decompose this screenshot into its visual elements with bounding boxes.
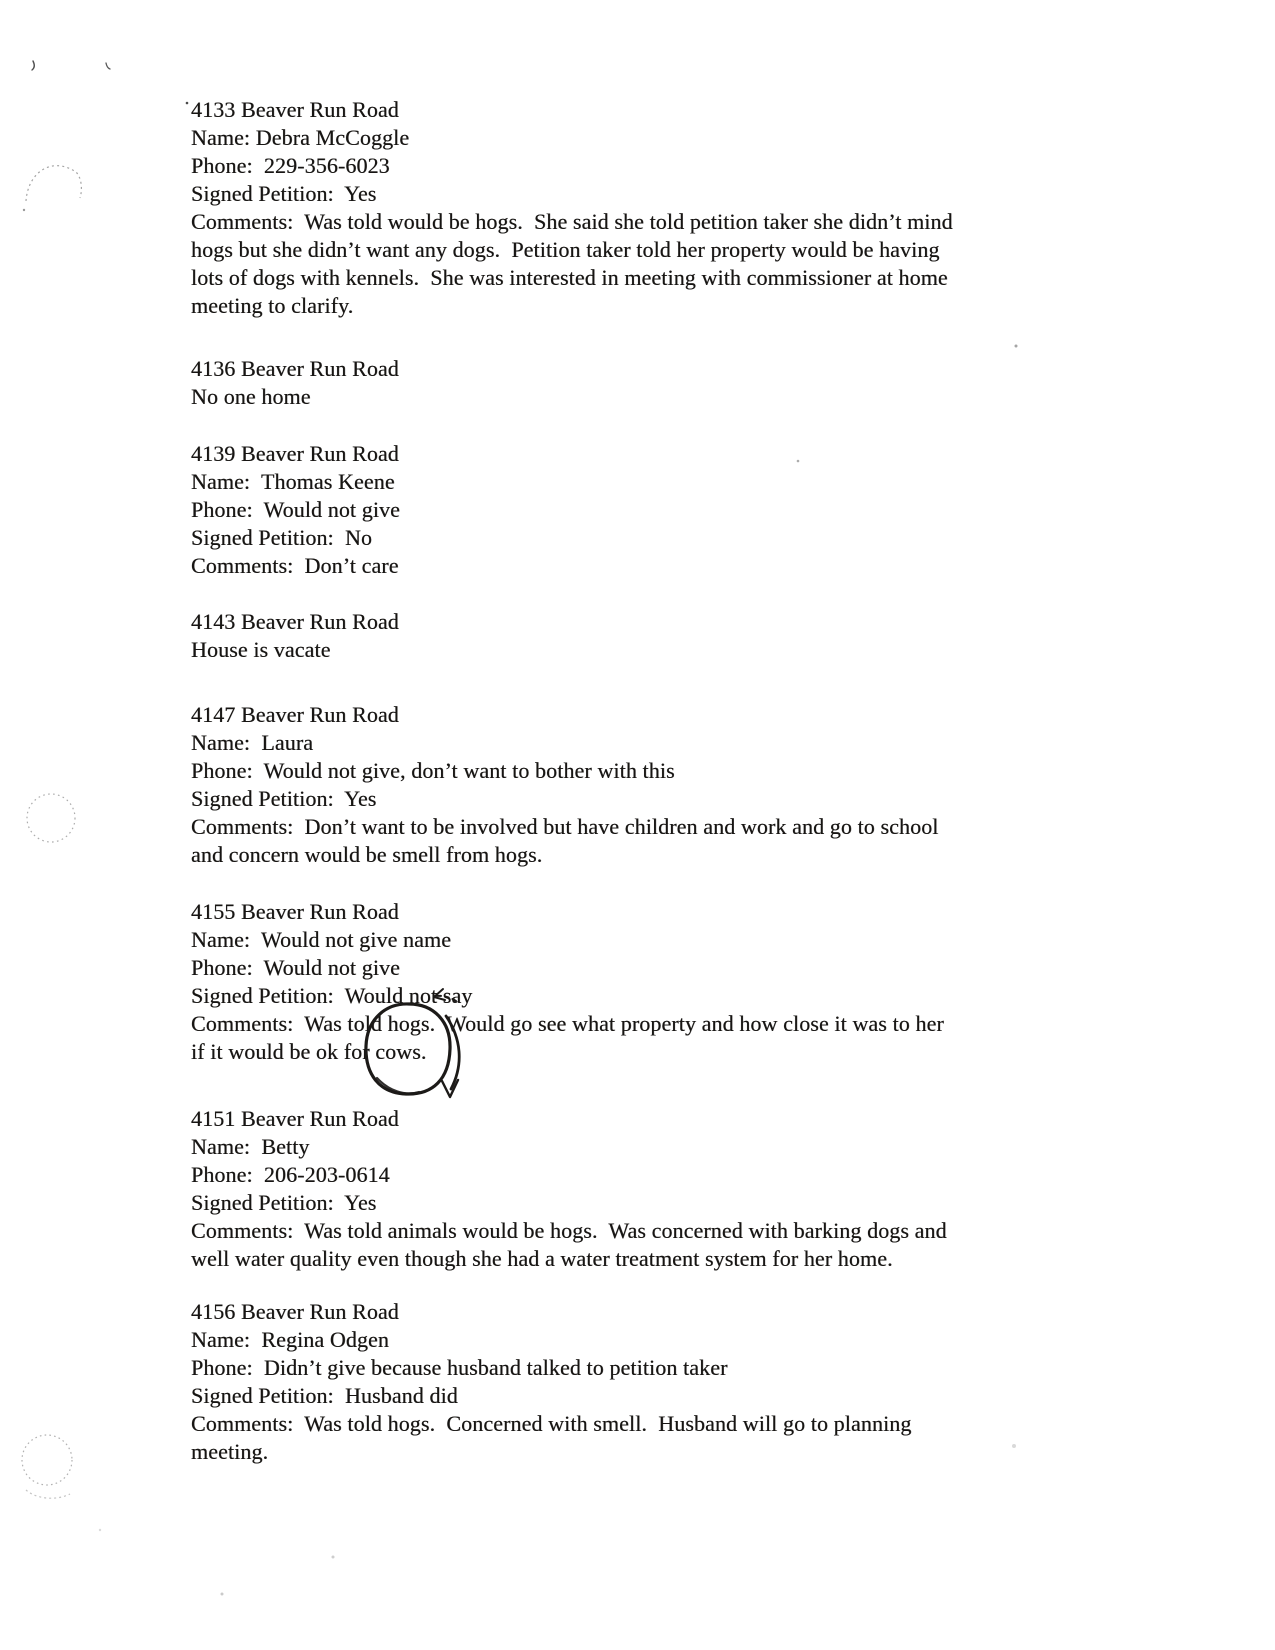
entry-line: Comments: Don’t care [191,553,399,578]
entry-line: Name: Betty [191,1134,310,1159]
entry-line: Signed Petition: Yes [191,181,377,206]
petition-entry [191,701,939,869]
entry-line: Name: Regina Odgen [191,1327,390,1352]
entry-line: Phone: 206-203-0614 [191,1162,390,1187]
speck [1012,1444,1016,1448]
entry-line: Signed Petition: Would not say [191,983,473,1008]
speck [23,209,25,211]
entry-address: 4156 Beaver Run Road [191,1299,399,1324]
entry-line: hogs but she didn’t want any dogs. Petition taker told her property would be having [191,237,940,262]
petition-entry [191,898,944,1066]
entry-line: Phone: 229-356-6023 [191,153,390,178]
entry-line: Comments: Was told animals would be hogs. Was concerned with barking dogs and [191,1218,947,1243]
entry-address: 4151 Beaver Run Road [191,1106,399,1131]
petition-entry [191,96,953,320]
entry-address: 4136 Beaver Run Road [191,356,399,381]
petition-entry [191,440,400,580]
entry-line: No one home [191,384,311,409]
ink-dot [186,102,189,105]
speck [1015,345,1018,348]
entry-line: Signed Petition: Yes [191,1190,377,1215]
entry-line: and concern would be smell from hogs. [191,842,543,867]
entry-line: Name: Laura [191,730,314,755]
entry-line: if it would be ok for cows. [191,1039,427,1064]
speck [221,1593,224,1596]
entry-line: Signed Petition: Yes [191,786,377,811]
pen-speck-top-left [32,61,34,70]
entry-line: Comments: Was told hogs. Concerned with smell. Husband will go to planning [191,1411,912,1436]
entry-address: 4143 Beaver Run Road [191,609,399,634]
speck [797,460,800,463]
entry-line: meeting to clarify. [191,293,354,318]
petition-entry [191,1298,911,1466]
entry-line: Comments: Don’t want to be involved but have children and work and go to school [191,814,939,839]
entry-line: Signed Petition: Husband did [191,1383,458,1408]
smudge-arc-bottom-left [26,1490,70,1498]
entry-line: Phone: Would not give [191,497,401,522]
entry-line: Comments: Was told hogs. Would go see what property and how close it was to her [191,1011,944,1036]
hole-punch-circle-bottom-left [22,1435,72,1485]
entry-line: well water quality even though she had a water treatment system for her home. [191,1246,893,1271]
petition-entry [191,1105,947,1273]
entry-line: Name: Would not give name [191,927,452,952]
speck [332,1556,335,1559]
hole-punch-arc-top-left [26,166,81,201]
pen-speck-top [106,63,110,69]
entry-line: Phone: Would not give, don’t want to bother with this [191,758,675,783]
petition-entry [191,608,399,664]
entry-line: Comments: Was told would be hogs. She said she told petition taker she didn’t mind [191,209,953,234]
entry-line: Name: Thomas Keene [191,469,395,494]
entry-address: 4155 Beaver Run Road [191,899,399,924]
entry-address: 4139 Beaver Run Road [191,441,399,466]
entry-line: Name: Debra McCoggle [191,125,410,150]
entry-line: Phone: Didn’t give because husband talked to petition taker [191,1355,728,1380]
entry-address: 4147 Beaver Run Road [191,702,399,727]
entry-line: Signed Petition: No [191,525,373,550]
entry-line: Phone: Would not give [191,955,401,980]
speck [99,1529,101,1531]
entry-address: 4133 Beaver Run Road [191,97,399,122]
entry-line: House is vacate [191,637,331,662]
hole-punch-circle-middle-left [27,794,75,842]
entry-line: lots of dogs with kennels. She was interested in meeting with commissioner at home [191,265,948,290]
petition-entry [191,355,399,411]
entry-line: meeting. [191,1439,269,1464]
